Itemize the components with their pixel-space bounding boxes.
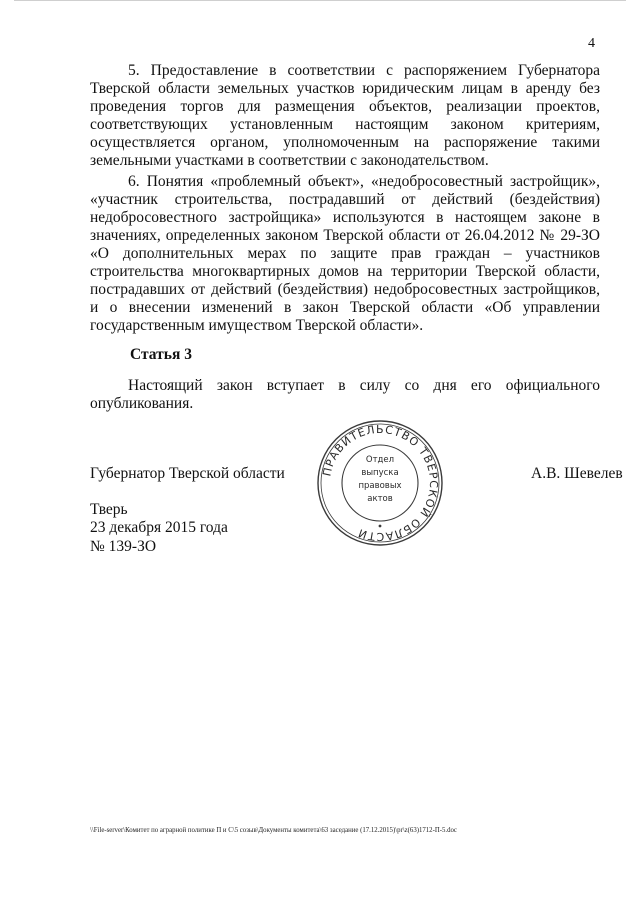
paragraph-6: 6. Понятия «проблемный объект», «недобросовестный застройщик», «участник строительства, пострадавший от действий (бездействия) недобросовестного застройщика» используются в настоящем законе в значениях, определенных законом Тверской области от 26.04.2012 № 29-ЗО «О дополнительных мерах по защите прав граждан – участников строительства многоквартирных домов на территории Тверской области, пострадавших от действий (бездействия) недобросовестных застройщиков, и о внесении изменений в закон Тверской области «Об управлении государственным имуществом Тверской области». bbox=[90, 172, 600, 335]
city: Тверь bbox=[90, 501, 128, 518]
stamp-line-4: актов bbox=[367, 494, 393, 504]
signatory-name: А.В. Шевелев bbox=[531, 465, 623, 482]
stamp-ring-text: ПРАВИТЕЛЬСТВО ТВЕРСКОЙ ОБЛАСТИ bbox=[320, 422, 441, 544]
official-stamp bbox=[315, 418, 445, 548]
law-number: № 139-ЗО bbox=[90, 537, 157, 555]
article-text: Настоящий закон вступает в силу со дня его официального опубликования. bbox=[90, 377, 600, 413]
page-top-border bbox=[14, 0, 626, 1]
stamp-dot bbox=[379, 525, 382, 528]
place-and-date bbox=[90, 501, 228, 556]
stamp-line-1: Отдел bbox=[365, 455, 395, 465]
signatory-position: Губернатор Тверской области bbox=[90, 465, 285, 482]
article-heading: Статья 3 bbox=[130, 346, 192, 363]
document-body bbox=[90, 62, 600, 335]
footer-file-path: \\File-server\Комитет по аграрной политике П и С\5 созыв\Документы комитета\63 заседание (17.12.2015)\pr\z(63)1712-П-5.doc bbox=[90, 827, 457, 834]
stamp-line-2: выпуска bbox=[361, 468, 399, 478]
law-date: 23 декабря 2015 года bbox=[90, 519, 228, 537]
page-number: 4 bbox=[588, 36, 595, 51]
stamp-line-3: правовых bbox=[358, 481, 402, 491]
paragraph-5: 5. Предоставление в соответствии с распоряжением Губернатора Тверской области земельных участков юридическим лицам в аренду без проведения торгов для размещения объектов, реализации проектов, соответствующих установленным настоящим законом критериям, осуществляется органом, уполномоченным на распоряжение такими земельными участками в соответствии с законодательством. bbox=[90, 62, 600, 170]
